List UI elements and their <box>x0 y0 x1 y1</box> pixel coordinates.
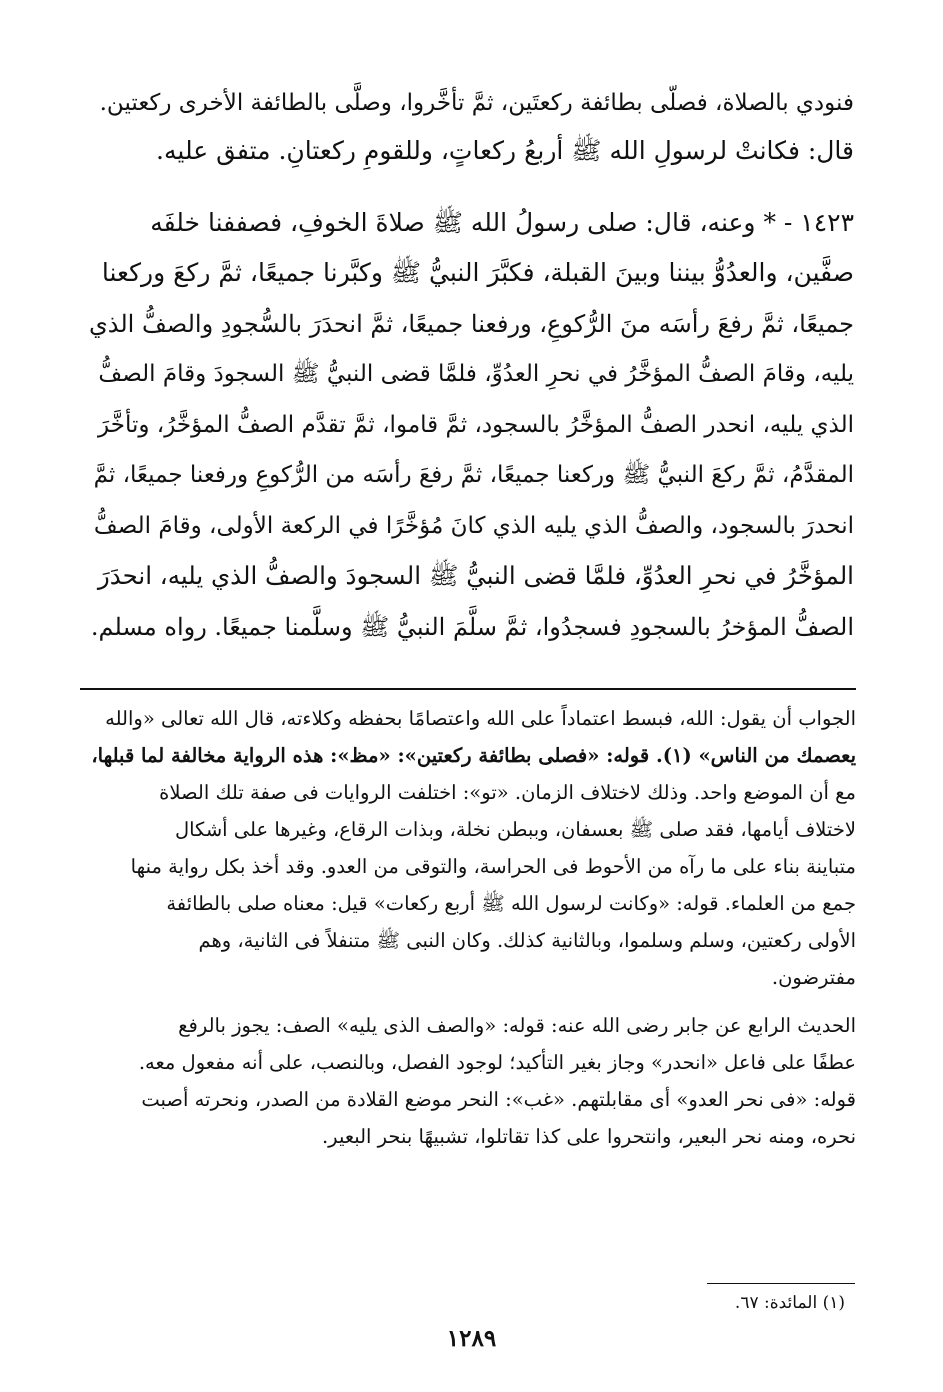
main-line: قال: فكانتْ لرسولِ الله ﷺ أربعُ ركعاتٍ، وللقومِ ركعتانِ. متفق عليه. <box>156 136 854 165</box>
commentary-line: الأولى ركعتين، وسلم وسلموا، وبالثانية كذلك. وكان النبى ﷺ متنفلاً فى الثانية، وهم <box>198 929 856 952</box>
commentary-line: الجواب أن يقول: الله، فبسط اعتماداً على الله واعتصامًا بحفظه وكلاءته، قال الله تعالى «والله <box>105 707 856 730</box>
main-line: المقدَّمُ، ثمَّ ركعَ النبيُّ ﷺ وركعنا جميعًا، ثمَّ رفعَ رأسَه من الرُّكوعِ ورفعنا جميعًا، ثمَّ <box>93 462 854 488</box>
main-line: فنودي بالصلاة، فصلّى بطائفة ركعتَين، ثمَّ تأخَّروا، وصلَّى بالطائفة الأخرى ركعتين. <box>99 90 854 116</box>
main-line: يليه، وقامَ الصفُّ المؤخَّرُ في نحرِ العدُوِّ، فلمَّا قضى النبيُّ ﷺ السجودَ وقامَ الصفُّ <box>98 361 854 387</box>
main-line: صفَّين، والعدُوُّ بيننا وبينَ القبلة، فكبَّرَ النبيُّ ﷺ وكبَّرنا جميعًا، ثمَّ ركعَ وركعنا <box>101 258 854 287</box>
commentary-line: مع أن الموضع واحد. وذلك لاختلاف الزمان. «تو»: اختلفت الروايات فى صفة تلك الصلاة <box>159 781 856 804</box>
section-divider <box>80 688 856 690</box>
page-number: ١٢٨٩ <box>446 1325 497 1352</box>
commentary-line: عطفًا على فاعل «انحدر» وجاز بغير التأكيد؛ لوجود الفصل، وبالنصب، على أنه مفعول معه. <box>138 1051 856 1074</box>
footnote-divider <box>707 1283 855 1284</box>
commentary-line: لاختلاف أيامها، فقد صلى ﷺ بعسفان، وببطن نخلة، وبذات الرقاع، وغيرها على أشكال <box>174 818 856 841</box>
commentary-line: مفترضون. <box>771 966 856 989</box>
commentary-line: جمع من العلماء. قوله: «وكانت لرسول الله ﷺ أربع ركعات» قيل: معناه صلى بالطائفة <box>166 892 856 915</box>
commentary-line: نحره، ومنه نحر البعير، وانتحروا على كذا تقاتلوا، تشبيهًا بنحر البعير. <box>321 1125 856 1148</box>
main-line: جميعًا، ثمَّ رفعَ رأسَه منَ الرُّكوعِ، ورفعنا جميعًا، ثمَّ انحدَرَ بالسُّجودِ والصفُّ الذي <box>88 310 854 338</box>
main-line: الذي يليه، انحدر الصفُّ المؤخَّرُ بالسجود، ثمَّ قاموا، ثمَّ تقدَّم الصفُّ المؤخَّرُ، وتأخَّرَ <box>98 412 854 438</box>
commentary-line: قوله: «فى نحر العدو» أى مقابلتهم. «غب»: النحر موضع القلادة من الصدر، ونحرته أصبت <box>141 1088 856 1111</box>
main-line: انحدرَ بالسجود، والصفُّ الذي يليه الذي كانَ مُؤخَّرًا في الركعة الأولى، وقامَ الصفُّ <box>93 513 854 539</box>
footnote: (١) المائدة: ٦٧. <box>734 1293 845 1313</box>
commentary-text <box>80 700 856 1240</box>
main-line: المؤخَّرُ في نحرِ العدُوِّ، فلمَّا قضى النبيُّ ﷺ السجودَ والصفُّ الذي يليه، انحدَرَ <box>97 561 854 590</box>
commentary-line: الحديث الرابع عن جابر رضى الله عنه: قوله: «والصف الذى يليه» الصف: يجوز بالرفع <box>178 1014 856 1037</box>
main-line: الصفُّ المؤخرُ بالسجودِ فسجدُوا، ثمَّ سلَّمَ النبيُّ ﷺ وسلَّمنا جميعًا. رواه مسلم. <box>90 613 854 641</box>
hadith-heading-line: ١٤٢٣ - * وعنه، قال: صلى رسولُ الله ﷺ صلاةَ الخوفِ، فصففنا خلفَه <box>150 208 854 237</box>
commentary-line: متباينة بناء على ما رآه من الأحوط فى الحراسة، والتوقى من العدو. وقد أخذ بكل رواية منها <box>130 855 856 878</box>
commentary-line: يعصمك من الناس» (١). قوله: «فصلى بطائفة ركعتين»: «مظ»: هذه الرواية مخالفة لما قبلها، <box>91 744 856 767</box>
main-text <box>88 78 854 678</box>
